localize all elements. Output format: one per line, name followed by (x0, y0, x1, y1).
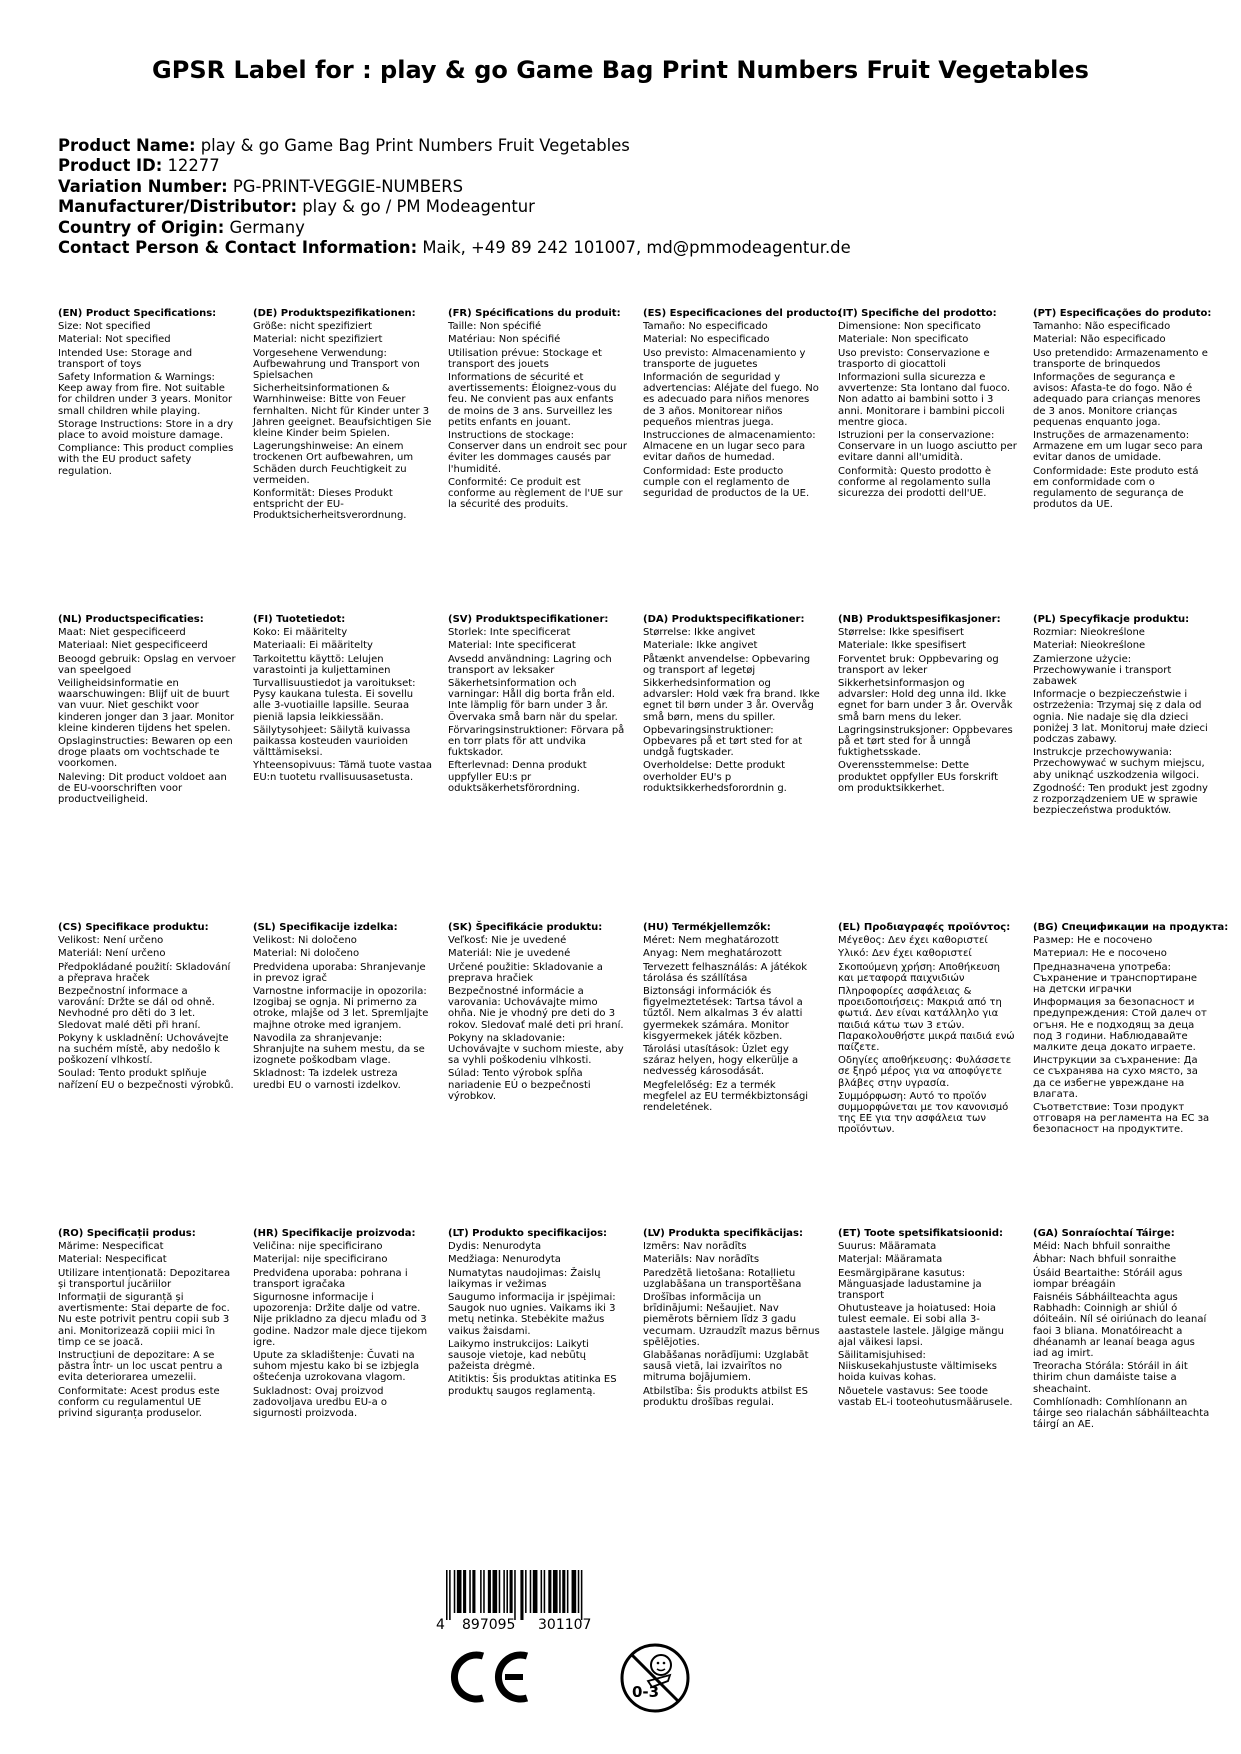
spec-heading: (BG) Спецификации на продукта: (1033, 922, 1229, 933)
spec-field: Instrukcje przechowywania: Przechowywać w suchym miejscu, aby uniknąć uszkodzenia wilgoci. (1033, 747, 1205, 781)
barcode-bar (480, 1570, 482, 1613)
spec-field: Velikost: Ni določeno (253, 935, 357, 947)
spec-field: Sikkerhedsinformation og advarsler: Hold væk fra brand. Ikke egnet til børn under 3 år. Overvåg små børn, mens du spiller. (643, 678, 820, 723)
spec-block (58, 922, 253, 1136)
spec-field: Размер: Не е посочено (1033, 935, 1153, 947)
spec-field: Size: Not specified (58, 321, 151, 333)
product-info-label: Product ID: (58, 156, 163, 176)
spec-field: Matériau: Non spécifié (448, 334, 561, 346)
product-info (58, 136, 851, 258)
barcode-bar (510, 1570, 513, 1613)
page-title: GPSR Label for : play & go Game Bag Print Numbers Fruit Vegetables (152, 56, 1089, 84)
barcode-bar (503, 1570, 505, 1613)
spec-field: Izmērs: Nav norādīts (643, 1241, 747, 1253)
spec-field: Sicherheitsinformationen & Warnhinweise: Bitte von Feuer fernhalten. Nicht für Kinder unter 3 Jahren geeignet. Beaufsichtigen Sie kleine Kinder beim Spielen. (253, 383, 432, 440)
barcode-bar (446, 1570, 448, 1620)
spec-field: Dimensione: Non specificato (838, 321, 981, 333)
spec-field: Beoogd gebruik: Opslag en vervoer van speelgoed (58, 653, 236, 676)
spec-field: Material: Not specified (58, 334, 171, 346)
barcode-bar (457, 1570, 462, 1613)
lang-grid-row-3 (58, 922, 1238, 1136)
spec-block (1033, 308, 1228, 522)
spec-field: Glabāšanas norādījumi: Uzglabāt sausā vietā, lai izvairītos no mitruma bojājumiem. (643, 1350, 809, 1384)
product-info-value: Germany (229, 217, 305, 237)
spec-field: Forventet bruk: Oppbevaring og transport av leker (838, 653, 999, 676)
barcode-bar (499, 1570, 501, 1613)
lang-grid-row-4 (58, 1228, 1238, 1430)
spec-field: Nõuetele vastavus: See toode vastab EL-i tooteohutusmäärusele. (838, 1385, 1013, 1408)
spec-heading: (SV) Produktspecifikationer: (448, 614, 609, 625)
spec-field: Conformità: Questo prodotto è conforme al regolamento sulla sicurezza dei prodotti dell'UE. (838, 465, 992, 500)
product-info-value: Maik, +49 89 242 101007, md@pmmodeagentur.de (422, 238, 851, 258)
spec-block (838, 1228, 1033, 1430)
spec-field: Bezpečnostní informace a varování: Držte se dál od ohně. Nevhodné pro děti do 3 let. Sledovat malé děti při hraní. (58, 986, 215, 1031)
spec-field: Safety Information & Warnings: Keep away from fire. Not suitable for children under 3 years. Monitor small children while playing. (58, 372, 233, 417)
ce-mark-icon (445, 1648, 531, 1706)
spec-field: Storage Instructions: Store in a dry place to avoid moisture damage. (58, 418, 234, 442)
spec-field: Utilizare intenționată: Depozitarea și transportul jucăriilor (58, 1267, 231, 1290)
product-info-value: play & go Game Bag Print Numbers Fruit Vegetables (200, 136, 630, 155)
spec-field: Varnostne informacije in opozorila: Izogibaj se ognja. Ni primerno za otroke, mlajše od 3 let. Spremljajte majhne otroke med igranjem. (253, 986, 429, 1031)
spec-field: Pokyny na skladovanie: Uchovávajte v suchom mieste, aby sa vyhli poškodeniu vlhkosti. (448, 1032, 624, 1067)
spec-field: Úsáid Beartaithe: Stóráil agus iompar bréagáin (1033, 1267, 1183, 1290)
spec-field: Suurus: Määramata (838, 1241, 937, 1253)
spec-heading: (HU) Termékjellemzők: (643, 922, 771, 933)
spec-field: Materiale: Ikke angivet (643, 640, 758, 652)
spec-heading: (LV) Produkta specifikācijas: (643, 1228, 803, 1239)
spec-field: Størrelse: Ikke angivet (643, 627, 756, 639)
spec-field: Materiaal: Niet gespecificeerd (58, 640, 208, 652)
spec-field: Taille: Non spécifié (448, 321, 542, 333)
product-info-row (58, 197, 851, 217)
spec-field: Μέγεθος: Δεν έχει καθοριστεί (838, 935, 988, 947)
spec-field: Οδηγίες αποθήκευσης: Φυλάσσετε σε ξηρό μέρος για να αποφύγετε βλάβες στην υγρασία. (838, 1055, 1012, 1089)
spec-field: Instrucțiuni de depozitare: A se păstra într- un loc uscat pentru a evita deteriorarea umezelii. (58, 1350, 223, 1384)
spec-field: Predviđena uporaba: pohrana i transport igračaka (253, 1267, 408, 1290)
spec-field: Πληροφορίες ασφάλειας & προειδοποιήσεις: Μακριά από τη φωτιά. Δεν είναι κατάλληλο για παιδιά κάτω των 3 ετών. Παρακολουθήστε μικρά παιδιά ενώ παίζετε. (838, 986, 1015, 1054)
barcode-bar (469, 1570, 471, 1613)
spec-field: Informations de sécurité et avertissements: Éloignez-vous du feu. Ne convient pas aux enfants de moins de 3 ans. Surveillez les petits enfants en jouant. (448, 372, 617, 428)
spec-field: Overholdelse: Dette produkt overholder EU's p roduktsikkerhedsforordnin g. (643, 760, 787, 794)
spec-block (1033, 922, 1228, 1136)
spec-field: Veľkosť: Nie je uvedené (448, 935, 567, 947)
barcode-bar (544, 1570, 546, 1613)
lang-grid-row-1 (58, 308, 1238, 522)
barcode-bar (483, 1570, 485, 1613)
spec-field: Инструкции за съхранение: Да се съхранява на сухо място, за да се избегне увреждане на влагата. (1033, 1055, 1198, 1100)
spec-field: Soulad: Tento produkt splňuje nařízení EU o bezpečnosti výrobků. (58, 1068, 234, 1091)
spec-heading: (GA) Sonraíochtaí Táirge: (1033, 1228, 1175, 1239)
spec-heading: (FR) Spécifications du produit: (448, 308, 621, 319)
spec-field: Maat: Niet gespecificeerd (58, 627, 186, 639)
product-info-value: PG-PRINT-VEGGIE-NUMBERS (232, 176, 464, 196)
spec-field: Atitiktis: Šis produktas atitinka ES produktų saugos reglamentą. (448, 1374, 617, 1397)
spec-field: Materiał: Nieokreślone (1033, 640, 1146, 652)
spec-field: Saugumo informacija ir įspėjimai: Saugok nuo ugnies. Vaikams iki 3 metų netinka. Stebėkite mažus vaikus žaisdami. (448, 1292, 616, 1337)
spec-block (1033, 1228, 1228, 1430)
spec-field: Informações de segurança e avisos: Afasta-te do fogo. Não é adequado para crianças menores de 3 anos. Monitore crianças pequenas enquanto joga. (1033, 372, 1201, 428)
spec-field: Vorgesehene Verwendung: Aufbewahrung und Transport von Spielsachen (253, 347, 420, 382)
spec-field: Ábhar: Nach bhfuil sonraithe (1033, 1254, 1177, 1266)
spec-field: Materiale: Non specificato (838, 334, 969, 346)
spec-heading: (PL) Specyfikacje produktu: (1033, 614, 1190, 625)
spec-field: Uso previsto: Conservazione e trasporto di giocattoli (838, 347, 990, 370)
barcode-bar (520, 1570, 523, 1620)
barcode-bar (581, 1570, 583, 1620)
spec-field: Ohutusteave ja hoiatused: Hoia tulest eemale. Ei sobi alla 3-aastastele lastele. Jälgige mängu ajal väikesi lapsi. (838, 1303, 1004, 1348)
spec-field: Méret: Nem meghatározott (643, 935, 779, 947)
product-info-label: Variation Number: (58, 176, 228, 196)
spec-field: Istruzioni per la conservazione: Conservare in un luogo asciutto per evitare danni all'umidità. (838, 430, 1017, 464)
spec-field: Compliance: This product complies with the EU product safety regulation. (58, 443, 234, 477)
spec-heading: (EL) Προδιαγραφές προϊόντος: (838, 922, 1011, 933)
spec-field: Intended Use: Storage and transport of toys (58, 347, 193, 370)
spec-field: Sikkerhetsinformasjon og advarsler: Hold deg unna ild. Ikke egnet for barn under 3 år. Overvåk små barn mens du leker. (838, 678, 1013, 723)
spec-block (58, 1228, 253, 1430)
spec-heading: (CS) Specifikace produktu: (58, 922, 209, 933)
spec-block (58, 308, 253, 522)
spec-field: Съответствие: Този продукт отговаря на регламента на ЕС за безопасност на продуктите. (1033, 1102, 1210, 1136)
spec-field: Información de seguridad y advertencias: Aléjate del fuego. No es adecuado para niños menores de 3 años. Monitorear niños pequeños mientras juega. (643, 372, 819, 428)
spec-field: Koko: Ei määritelty (253, 627, 348, 639)
spec-field: Instruções de armazenamento: Armazene em um lugar seco para evitar danos de umidade. (1033, 430, 1203, 464)
spec-field: Megfelelőség: Ez a termék megfelel az EU termékbiztonsági rendeletének. (643, 1079, 809, 1114)
spec-field: Tamaño: No especificado (643, 321, 768, 333)
product-info-row (58, 238, 851, 258)
spec-field: Anyag: Nem meghatározott (643, 948, 782, 960)
product-info-row (58, 177, 851, 197)
barcode-bar (514, 1570, 516, 1620)
spec-block (253, 308, 448, 522)
barcode-bar (493, 1570, 498, 1613)
spec-heading: (IT) Specifiche del prodotto: (838, 308, 997, 319)
spec-heading: (ET) Toote spetsifikatsioonid: (838, 1228, 1004, 1239)
spec-field: Materiál: Nie je uvedené (448, 948, 571, 960)
spec-heading: (DE) Produktspezifikationen: (253, 308, 416, 319)
product-info-value: 12277 (167, 156, 220, 176)
spec-field: Medžiaga: Nenurodyta (448, 1254, 561, 1266)
barcode-bar (463, 1570, 466, 1613)
barcode (432, 1570, 622, 1632)
spec-field: Säilytysohjeet: Säilytä kuivassa paikassa kosteuden vaurioiden välttämiseksi. (253, 724, 411, 759)
spec-field: Laikymo instrukcijos: Laikyti sausoje vietoje, kad nebūtų pažeista drėgmė. (448, 1338, 589, 1373)
spec-block (643, 922, 838, 1136)
spec-field: Størrelse: Ikke spesifisert (838, 627, 964, 639)
spec-field: Instructions de stockage: Conserver dans un endroit sec pour éviter les dommages causés par l'humidité. (448, 430, 628, 475)
spec-block (253, 614, 448, 816)
product-info-label: Product Name: (58, 136, 196, 155)
spec-block (643, 1228, 838, 1430)
spec-field: Utilisation prévue: Stockage et transport des jouets (448, 347, 602, 370)
spec-field: Säkerhetsinformation och varningar: Håll dig borta från eld. Inte lämplig för barn under 3 år. Övervaka små barn när du spelar. (448, 678, 618, 723)
spec-field: Materiál: Není určeno (58, 948, 166, 960)
spec-block (448, 922, 643, 1136)
spec-field: Naleving: Dit product voldoet aan de EU-voorschriften voor productveiligheid. (58, 771, 227, 806)
barcode-bar (449, 1570, 451, 1620)
spec-field: Материал: Не е посочено (1033, 948, 1167, 960)
barcode-bar (541, 1570, 543, 1613)
product-info-label: Country of Origin: (58, 217, 225, 237)
spec-field: Информация за безопасност и предупреждения: Стой далеч от огъня. Не е подходящ за деца под 3 години. Наблюдавайте малките деца докато играете. (1033, 997, 1207, 1054)
spec-field: Numatytas naudojimas: Žaislų laikymas ir vežimas (448, 1267, 601, 1290)
product-info-value: play & go / PM Modeagentur (302, 197, 535, 217)
spec-field: Materiaali: Ei määritelty (253, 640, 373, 652)
barcode-bar (533, 1570, 538, 1613)
spec-field: Bezpečnostné informácie a varovania: Uchovávajte mimo ohňa. Nie je vhodný pre deti do 3 rokov. Sledovať malé deti pri hraní. (448, 986, 624, 1031)
spec-field: Upute za skladištenje: Čuvati na suhom mjestu kako bi se izbjegla oštećenja uzrokovana vlagom. (253, 1350, 420, 1384)
spec-block (838, 614, 1033, 816)
spec-field: Biztonsági információk és figyelmeztetések: Tartsa távol a tűztől. Nem alkalmas 3 év alatti gyermekek számára. Monitor kisgyermekek játék közben. (643, 986, 803, 1042)
spec-block (253, 922, 448, 1136)
spec-field: Predvidena uporaba: Shranjevanje in prevoz igrač (253, 961, 426, 984)
spec-field: Materiale: Ikke spesifisert (838, 640, 967, 652)
spec-heading: (EN) Product Specifications: (58, 308, 217, 319)
spec-block (58, 614, 253, 816)
product-info-row (58, 156, 851, 176)
spec-field: Υλικό: Δεν έχει καθοριστεί (838, 948, 972, 960)
spec-field: Avsedd användning: Lagring och transport av leksaker (448, 653, 612, 676)
spec-heading: (FI) Tuotetiedot: (253, 614, 346, 625)
spec-field: Informacje o bezpieczeństwie i ostrzeżenia: Trzymaj się z dala od ognia. Nie nadaje się dla dzieci poniżej 3 lat. Monitoruj małe dzieci podczas zabawy. (1033, 689, 1208, 746)
spec-field: Faisnéis Sábháilteachta agus Rabhadh: Coinnigh ar shiúl ó dóiteáin. Níl sé oiriúnach do leanaí faoi 3 bliana. Monatóireacht a dhéanamh ar leanaí beaga agus iad ag imirt. (1033, 1292, 1207, 1360)
spec-field: Sigurnosne informacije i upozorenja: Držite dalje od vatre. Nije prikladno za djecu mlađu od 3 godine. Nadzor male djece tijekom igre. (253, 1292, 428, 1348)
spec-field: Yhteensopivuus: Tämä tuote vastaa EU:n tuotetu rvallisuusasetusta. (253, 760, 432, 783)
spec-field: Größe: nicht spezifiziert (253, 321, 373, 333)
spec-field: Skladnost: Ta izdelek ustreza uredbi EU o varnosti izdelkov. (253, 1068, 401, 1091)
spec-field: Méid: Nach bhfuil sonraithe (1033, 1241, 1171, 1253)
barcode-bar (567, 1570, 569, 1613)
barcode-bar (488, 1570, 491, 1613)
spec-heading: (ES) Especificaciones del producto: (643, 308, 842, 319)
barcode-group-2: 301107 (538, 1617, 592, 1632)
barcode-digit-left: 4 (436, 1617, 445, 1632)
spec-field: Veličina: nije specificirano (253, 1241, 383, 1253)
spec-field: Material: Nespecificat (58, 1254, 167, 1266)
spec-block (448, 614, 643, 816)
spec-block (643, 308, 842, 522)
spec-field: Eesmärgipärane kasutus: Mänguasjade ladustamine ja transport (838, 1267, 982, 1302)
spec-field: Overensstemmelse: Dette produktet oppfyller EUs forskrift om produktsikkerhet. (838, 760, 999, 794)
spec-heading: (RO) Specificații produs: (58, 1228, 196, 1239)
spec-heading: (PT) Especificações do produto: (1033, 308, 1212, 319)
spec-field: Material: Ni določeno (253, 948, 360, 960)
spec-field: Påtænkt anvendelse: Opbevaring og transport af legetøj (643, 653, 811, 676)
spec-field: Tervezett felhasználás: A játékok tárolása és szállítása (643, 961, 808, 984)
spec-field: Conformité: Ce produit est conforme au règlement de l'UE sur la sécurité des produits. (448, 476, 623, 511)
spec-field: Tárolási utasítások: Üzlet egy száraz helyen, hogy elkerülje a nedvesség károsodását. (643, 1044, 799, 1078)
product-info-label: Contact Person & Contact Information: (58, 238, 418, 258)
spec-field: Σκοπούμενη χρήση: Αποθήκευση και μεταφορά παιχνιδιών (838, 961, 1001, 984)
spec-block (838, 308, 1033, 522)
spec-field: Lagerungshinweise: An einem trockenen Ort aufbewahren, um Schäden durch Feuchtigkeit zu vermeiden. (253, 441, 414, 486)
barcode-bar (530, 1570, 532, 1613)
spec-heading: (LT) Produkto specifikacijos: (448, 1228, 608, 1239)
spec-field: Paredzētā lietošana: Rotaļlietu uzglabāšana un transportēšana (643, 1267, 802, 1290)
barcode-bar (548, 1570, 551, 1613)
spec-field: Zamierzone użycie: Przechowywanie i transport zabawek (1033, 653, 1172, 688)
barcode-bar (553, 1570, 558, 1613)
spec-heading: (NL) Productspecificaties: (58, 614, 204, 625)
spec-field: Materiāls: Nav norādīts (643, 1254, 760, 1266)
lang-grid-row-2 (58, 614, 1238, 816)
spec-field: Veiligheidsinformatie en waarschuwingen: Blijf uit de buurt van vuur. Niet geschikt voor kinderen jonger dan 3 jaar. Monitor kleine kinderen tijdens het spelen. (58, 678, 235, 734)
spec-heading: (SL) Specifikacije izdelka: (253, 922, 398, 933)
spec-field: Conformidade: Este produto está em conformidade com o regulamento de segurança de produtos da UE. (1033, 465, 1199, 511)
age-range-label: 0-3 (632, 1683, 660, 1701)
spec-field: Conformidad: Este producto cumple con el reglamento de seguridad de productos de la UE. (643, 465, 810, 500)
spec-field: Conformitate: Acest produs este conform cu regulamentul UE privind siguranța produselor. (58, 1385, 220, 1420)
spec-field: Velikost: Není určeno (58, 935, 164, 947)
spec-field: Navodila za shranjevanje: Shranjujte na suhem mestu, da se izognete poškodbam vlage. (253, 1032, 425, 1067)
not-for-children-under-3-icon (618, 1641, 692, 1715)
spec-field: Rozmiar: Nieokreślone (1033, 627, 1145, 639)
spec-field: Lagringsinstruksjoner: Oppbevares på et tørt sted for å unngå fuktighetsskade. (838, 724, 1013, 759)
spec-heading: (NB) Produktspesifikasjoner: (838, 614, 1001, 625)
spec-field: Opslaginstructies: Bewaren op een droge plaats om vochtschade te voorkomen. (58, 736, 233, 770)
spec-field: Tarkoitettu käyttö: Lelujen varastointi ja kuljettaminen (253, 653, 391, 676)
spec-field: Material: Inte specificerat (448, 640, 576, 652)
spec-field: Konformität: Dieses Produkt entspricht der EU-Produktsicherheitsverordnung. (253, 488, 407, 522)
spec-field: Material: Não especificado (1033, 334, 1166, 346)
barcode-bar (572, 1570, 577, 1613)
spec-block (1033, 614, 1228, 816)
spec-field: Предназначена употреба: Съхранение и транспортиране на детски играчки (1033, 961, 1198, 996)
spec-field: Zgodność: Ten produkt jest zgodny z rozporządzeniem UE w sprawie bezpieczeństwa produktów. (1033, 782, 1208, 817)
spec-heading: (SK) Špecifikácie produktu: (448, 922, 603, 933)
spec-field: Sukladnost: Ovaj proizvod zadovoljava uredbu EU-a o sigurnosti proizvoda. (253, 1385, 388, 1420)
barcode-bar (562, 1570, 565, 1613)
barcode-bar (559, 1570, 561, 1613)
spec-field: Mărime: Nespecificat (58, 1241, 164, 1253)
spec-field: Informazioni sulla sicurezza e avvertenze: Sta lontano dal fuoco. Non adatto ai bambini sotto i 3 anni. Monitorare i bambini piccoli mentre gioca. (838, 372, 1011, 428)
spec-field: Určené použitie: Skladovanie a preprava hračiek (448, 961, 603, 984)
spec-field: Material: nicht spezifiziert (253, 334, 383, 346)
barcode-bar (454, 1570, 456, 1613)
product-info-row (58, 218, 851, 238)
spec-field: Comhlíonadh: Comhlíonann an táirge seo rialachán sábháilteachta táirgí an AE. (1033, 1396, 1210, 1431)
spec-field: Drošības informācija un brīdinājumi: Nešaujiet. Nav piemērots bērniem līdz 3 gadu vecumam. Uzraudzīt mazus bērnus spēlējoties. (643, 1292, 820, 1348)
spec-field: Material: No especificado (643, 334, 770, 346)
spec-field: Opbevaringsinstruktioner: Opbevares på et tørt sted for at undgå fugtskader. (643, 724, 803, 759)
spec-field: Säilitamisjuhised: Niiskusekahjustuste vältimiseks hoida kuivas kohas. (838, 1350, 997, 1384)
product-info-row (58, 136, 851, 156)
barcode-bar (525, 1570, 527, 1613)
spec-field: Tamanho: Não especificado (1033, 321, 1171, 333)
spec-field: Súlad: Tento výrobok spĺňa nariadenie EÚ o bezpečnosti výrobkov. (448, 1068, 591, 1102)
spec-block (253, 1228, 448, 1430)
barcode-bar (506, 1570, 508, 1613)
spec-block (838, 922, 1033, 1136)
spec-field: Turvallisuustiedot ja varoitukset: Pysy kaukana tulesta. Ei sovellu alle 3-vuotiaille lapsille. Seuraa pieniä lapsia leikkiessään. (253, 678, 416, 723)
spec-field: Συμμόρφωση: Αυτό το προϊόν συμμορφώνεται με τον κανονισμό της ΕΕ για την ασφάλεια των προϊόντων. (838, 1090, 1009, 1136)
spec-block (643, 614, 838, 816)
spec-field: Dydis: Nenurodyta (448, 1241, 542, 1253)
spec-field: Storlek: Inte specificerat (448, 627, 571, 639)
spec-field: Předpokládané použití: Skladování a přeprava hraček (58, 961, 231, 984)
spec-field: Förvaringsinstruktioner: Förvara på en torr plats för att undvika fuktskador. (448, 724, 625, 759)
spec-field: Treoracha Stórála: Stóráil in áit thirim chun damáiste taise a sheachaint. (1033, 1361, 1188, 1395)
spec-heading: (HR) Specifikacije proizvoda: (253, 1228, 416, 1239)
product-info-label: Manufacturer/Distributor: (58, 197, 298, 217)
barcode-bars (446, 1570, 582, 1620)
spec-field: Materjal: Määramata (838, 1254, 943, 1266)
barcode-group-1: 897095 (462, 1617, 516, 1632)
spec-field: Instrucciones de almacenamiento: Almacene en un lugar seco para evitar daños de humedad. (643, 430, 816, 464)
barcode-bar (578, 1570, 580, 1613)
spec-field: Materijal: nije specificirano (253, 1254, 388, 1266)
spec-block (448, 1228, 643, 1430)
spec-block (448, 308, 643, 522)
spec-field: Informații de siguranță și avertismente: Stai departe de foc. Nu este potrivit pentru copii sub 3 ani. Monitorizează copiii mici în timp ce se joacă. (58, 1292, 230, 1348)
spec-field: Uso previsto: Almacenamiento y transporte de juguetes (643, 347, 806, 370)
spec-field: Efterlevnad: Denna produkt uppfyller EU:s pr oduktsäkerhetsförordning. (448, 760, 587, 794)
barcode-bar (472, 1570, 475, 1613)
spec-field: Atbilstība: Šis produkts atbilst ES produktu drošības regulai. (643, 1385, 809, 1408)
spec-field: Uso pretendido: Armazenamento e transporte de brinquedos (1033, 347, 1208, 370)
spec-heading: (DA) Produktspecifikationer: (643, 614, 805, 625)
spec-field: Pokyny k uskladnění: Uchovávejte na suchém místě, aby nedošlo k poškození vlhkostí. (58, 1032, 229, 1067)
